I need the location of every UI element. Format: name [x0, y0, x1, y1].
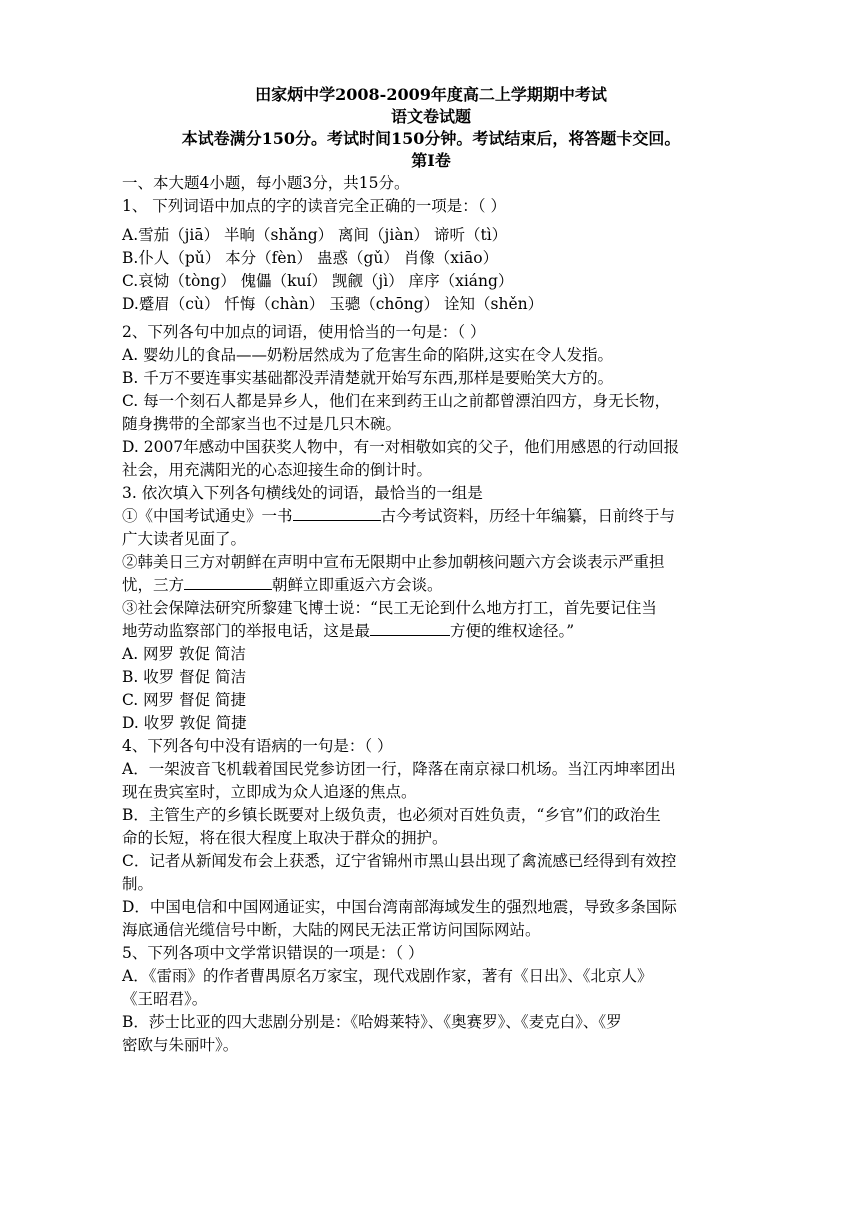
question-3-sentence-2-part-b: 忧，三方 — [122, 576, 185, 594]
question-4-option-d-cont: 海底通信光缆信号中断，大陆的网民无法正常访问国际网站。 — [122, 921, 541, 939]
fill-blank-3 — [370, 620, 450, 636]
question-1-option-d: D.蹙眉（cù） 忏悔（chàn） 玉骢（chōng） 诠知（shěn） — [122, 295, 544, 313]
question-2-option-b: B. 千万不要连事实基础都没弄清楚就开始写东西,那样是要贻笑大方的。 — [122, 369, 614, 387]
subject-title: 语文卷试题 — [390, 107, 471, 126]
question-3-option-a: A. 网罗 敦促 简洁 — [122, 645, 246, 663]
question-2-option-a: A. 婴幼儿的食品——奶粉居然成为了危害生命的陷阱,这实在令人发指。 — [122, 346, 613, 364]
question-5-option-b: B．莎士比亚的四大悲剧分别是：《哈姆莱特》、《奥赛罗》、《麦克白》、《罗 — [122, 1013, 622, 1031]
question-4-option-b: B．主管生产的乡镇长既要对上级负责，也必须对百姓负责，“乡官”们的政治生 — [122, 806, 661, 824]
question-2-stem: 2、下列各句中加点的词语，使用恰当的一句是：（ ） — [122, 323, 486, 341]
question-3-sentence-3: ③社会保障法研究所黎建飞博士说：“民工无论到什么地方打工，首先要记住当 — [122, 599, 657, 617]
question-4-option-c-cont: 制。 — [122, 875, 154, 893]
question-4-stem: 4、下列各句中没有语病的一句是：（ ） — [122, 737, 393, 755]
question-4-option-a: A．一架波音飞机载着国民党参访团一行，降落在南京禄口机场。当江丙坤率团出 — [122, 760, 676, 778]
question-3-option-d: D. 收罗 敦促 简捷 — [122, 714, 247, 732]
question-4-option-b-cont: 命的长短，将在很大程度上取决于群众的拥护。 — [122, 829, 448, 847]
question-3-sentence-2-part-c: 朝鲜立即重返六方会谈。 — [272, 576, 443, 594]
volume-label: 第Ⅰ卷 — [411, 151, 451, 170]
fill-blank-1 — [293, 505, 381, 521]
exam-instructions: 本试卷满分150分。考试时间150分钟。考试结束后，将答题卡交回。 — [181, 129, 681, 148]
question-5-stem: 5、下列各项中文学常识错误的一项是：（ ） — [122, 944, 424, 962]
question-1-option-a: A.雪茄（jiā） 半晌（shǎng） 离间（jiàn） 谛听（tì） — [122, 226, 508, 244]
school-title: 田家炳中学2008-2009年度高二上学期期中考试 — [255, 85, 607, 104]
question-3-option-c: C. 网罗 督促 简捷 — [122, 691, 247, 709]
question-4-option-d: D．中国电信和中国网通证实，中国台湾南部海域发生的强烈地震，导致多条国际 — [122, 898, 677, 916]
exam-page — [122, 84, 740, 1057]
question-3-sentence-2-cont — [122, 574, 740, 597]
question-5-option-b-cont: 密欧与朱丽叶》。 — [122, 1036, 239, 1054]
question-1-option-c: C.哀恸（tòng） 傀儡（kuí） 觊觎（jì） 庠序（xiáng） — [122, 272, 514, 290]
question-3-sentence-1-cont: 广大读者见面了。 — [122, 530, 247, 548]
question-3-option-b: B. 收罗 督促 简洁 — [122, 668, 247, 686]
question-4-option-a-cont: 现在贵宾室时，立即成为众人追逐的焦点。 — [122, 783, 417, 801]
question-2-option-d-cont: 社会，用充满阳光的心态迎接生命的倒计时。 — [122, 461, 433, 479]
question-3-sentence-3-part-b: 地劳动监察部门的举报电话，这是最 — [122, 622, 371, 640]
question-1-stem: 1、 下列词语中加点的字的读音完全正确的一项是：（ ） — [122, 197, 506, 215]
question-5-option-a: A．《雷雨》的作者曹禺原名万家宝，现代戏剧作家，著有《日出》、《北京人》 — [122, 967, 653, 985]
question-1-option-b: B.仆人（pǔ） 本分（fèn） 蛊惑（gǔ） 肖像（xiāo） — [122, 249, 499, 267]
question-3-sentence-1-part-b: 古今考试资料，历经十年编纂，日前终于与 — [380, 507, 676, 525]
question-3-sentence-1 — [122, 505, 740, 528]
fill-blank-2 — [184, 574, 272, 590]
question-2-option-d: D. 2007年感动中国获奖人物中，有一对相敬如宾的父子，他们用感恩的行动回报 — [122, 438, 680, 456]
question-3-sentence-2: ②韩美日三方对朝鲜在声明中宣布无限期中止参加朝核问题六方会谈表示严重担 — [122, 553, 665, 571]
question-2-option-c-cont: 随身携带的全部家当也不过是几只木碗。 — [122, 415, 402, 433]
question-5-option-a-cont: 《王昭君》。 — [122, 990, 208, 1008]
question-2-option-c: C. 每一个刻石人都是异乡人，他们在来到药王山之前都曾漂泊四方，身无长物， — [122, 392, 671, 410]
question-3-sentence-3-part-c: 方便的维权途径。” — [450, 622, 575, 640]
question-3-sentence-1-part-a: ①《中国考试通史》一书 — [122, 507, 293, 525]
question-3-stem: 3. 依次填入下列各句横线处的词语，最恰当的一组是 — [122, 484, 483, 502]
question-3-sentence-3-cont — [122, 620, 740, 643]
question-4-option-c: C．记者从新闻发布会上获悉，辽宁省锦州市黑山县出现了禽流感已经得到有效控 — [122, 852, 677, 870]
section-heading: 一、本大题4小题，每小题3分，共15分。 — [122, 174, 410, 192]
